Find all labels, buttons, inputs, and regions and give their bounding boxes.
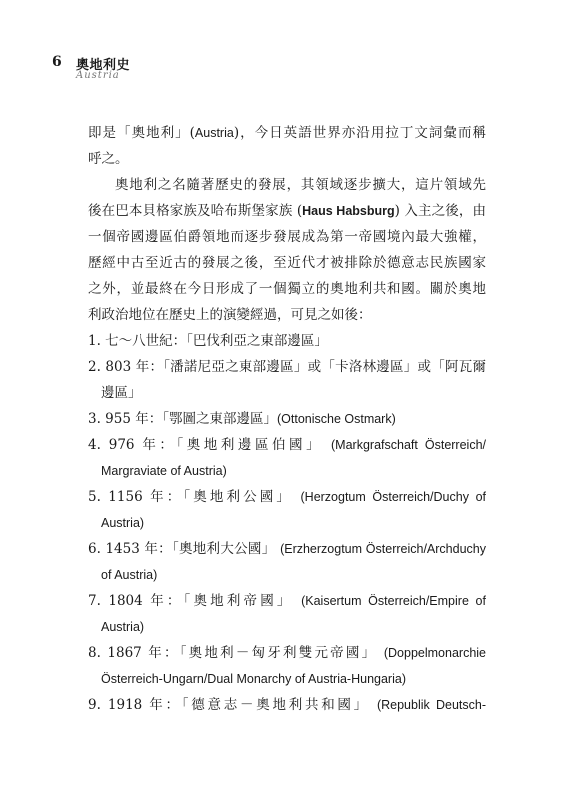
page-body: [88, 120, 486, 718]
text-line: 歷經中古至近古的發展之後，至近代才被排除於德意志民族國家: [88, 255, 486, 271]
text-line: 利政治地位在歷史上的演變經過，可見之如後：: [88, 307, 372, 323]
list-item: 7. 1804 年：「奧地利帝國」 (Kaisertum Österreich/Empire of: [88, 593, 486, 609]
chapter-subtitle: Austria: [76, 70, 120, 81]
list-item: 1. 七～八世紀：「巴伐利亞之東部邊區」: [88, 333, 328, 349]
list-item-continuation: 邊區」: [101, 385, 142, 401]
list-item-continuation: Österreich-Ungarn/Dual Monarchy of Austria-Hungaria): [101, 672, 406, 686]
text-line: 即是「奧地利」(Austria)，今日英語世界亦沿用拉丁文詞彙而稱: [88, 125, 486, 141]
list-item: 9. 1918 年：「德意志－奧地利共和國」 (Republik Deutsch-: [88, 697, 486, 713]
list-item: 3. 955 年：「鄂圖之東部邊區」(Ottonische Ostmark): [88, 411, 396, 427]
list-item-continuation: Austria): [101, 516, 145, 530]
text-line: 一個帝國邊區伯爵領地而逐步發展成為第一帝國境內最大強權，: [88, 229, 486, 245]
page-number: 6: [52, 54, 62, 70]
list-item-continuation: of Austria): [101, 568, 158, 582]
list-item-continuation: Austria): [101, 620, 145, 634]
text-line: 之外，並最終在今日形成了一個獨立的奧地利共和國。關於奧地: [88, 281, 486, 297]
text-line: 後在巴本貝格家族及哈布斯堡家族 (Haus Habsburg) 入主之後，由: [88, 203, 486, 219]
chapter-title: 奧地利史: [76, 58, 131, 73]
list-item: 6. 1453 年：「奧地利大公國」 (Erzherzogtum Österreich/Archduchy: [88, 541, 486, 557]
list-item: 5. 1156 年：「奧地利公國」 (Herzogtum Österreich/Duchy of: [88, 489, 486, 505]
list-item: 4. 976 年：「奧地利邊區伯國」 (Markgrafschaft Österreich/: [88, 437, 486, 453]
list-item-continuation: Margraviate of Austria): [101, 464, 227, 478]
list-item: 2. 803 年：「潘諾尼亞之東部邊區」或「卡洛林邊區」或「阿瓦爾: [88, 359, 486, 375]
text-line: 奧地利之名隨著歷史的發展，其領域逐步擴大，這片領域先: [115, 177, 486, 193]
list-item: 8. 1867 年：「奧地利－匈牙利雙元帝國」 (Doppelmonarchie: [88, 645, 486, 661]
text-line: 呼之。: [88, 151, 129, 167]
